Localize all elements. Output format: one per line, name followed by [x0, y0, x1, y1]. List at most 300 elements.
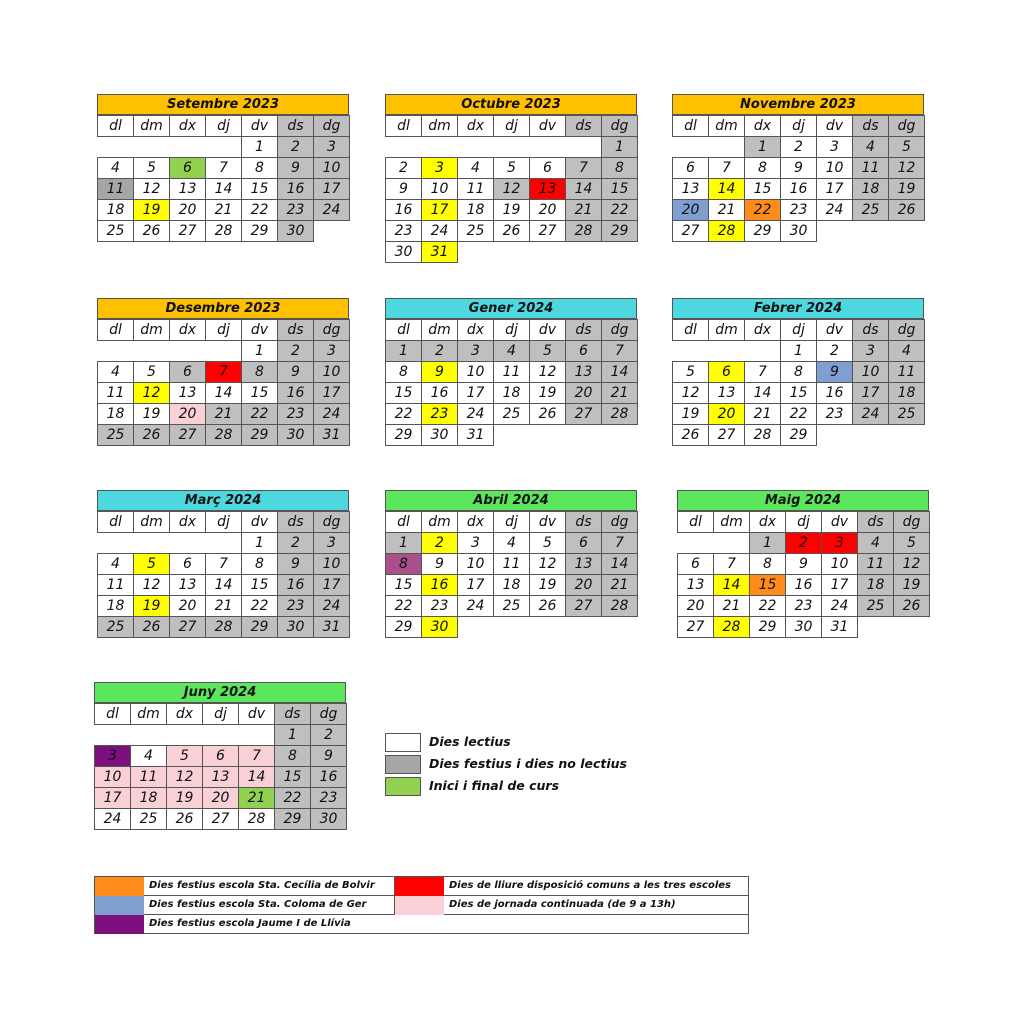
day-cell: 13 [170, 383, 206, 404]
weekday-header: dm [709, 320, 745, 341]
day-cell: 23 [278, 596, 314, 617]
day-cell: 6 [678, 554, 714, 575]
day-cell: 17 [422, 200, 458, 221]
day-cell: 4 [458, 158, 494, 179]
week-row [386, 341, 638, 362]
day-cell: 2 [422, 341, 458, 362]
week-row [98, 617, 350, 638]
day-cell: 10 [853, 362, 889, 383]
school-legend-label: Dies festius escola Sta. Coloma de Ger [149, 899, 367, 910]
day-cell: 27 [170, 221, 206, 242]
day-cell: 23 [422, 596, 458, 617]
day-cell: 21 [602, 383, 638, 404]
school-legend-label: Dies de jornada continuada (de 9 a 13h) [449, 899, 676, 910]
month-title: Novembre 2023 [672, 94, 924, 115]
weekday-header: dx [745, 116, 781, 137]
weekday-header: ds [278, 512, 314, 533]
day-cell: 7 [566, 158, 602, 179]
day-cell: 9 [422, 554, 458, 575]
day-cell: 23 [781, 200, 817, 221]
weekday-header-row [98, 320, 350, 341]
day-cell: 15 [386, 575, 422, 596]
day-cell: 15 [750, 575, 786, 596]
day-cell: 10 [314, 554, 350, 575]
day-cell: 5 [673, 362, 709, 383]
day-cell: 16 [422, 383, 458, 404]
month-grid [672, 319, 925, 446]
day-cell: 30 [278, 617, 314, 638]
day-cell: 30 [422, 617, 458, 638]
day-cell: 10 [458, 362, 494, 383]
day-cell: 8 [602, 158, 638, 179]
weekday-header: dl [678, 512, 714, 533]
day-cell: 6 [203, 746, 239, 767]
day-cell: 1 [386, 533, 422, 554]
day-cell: 30 [386, 242, 422, 263]
day-cell: 12 [134, 383, 170, 404]
weekday-header: dj [203, 704, 239, 725]
day-cell: 24 [853, 404, 889, 425]
day-cell: 28 [206, 221, 242, 242]
empty-cell [853, 221, 889, 242]
day-cell: 23 [817, 404, 853, 425]
day-cell: 4 [889, 341, 925, 362]
empty-cell [134, 341, 170, 362]
day-cell: 25 [494, 404, 530, 425]
day-cell: 23 [386, 221, 422, 242]
day-cell: 29 [781, 425, 817, 446]
empty-cell [530, 137, 566, 158]
day-cell: 18 [98, 404, 134, 425]
day-cell: 22 [781, 404, 817, 425]
weekday-header: ds [566, 512, 602, 533]
empty-cell [206, 533, 242, 554]
day-cell: 27 [170, 425, 206, 446]
day-cell: 11 [131, 767, 167, 788]
weekday-header-row [386, 116, 638, 137]
month-grid [672, 115, 925, 242]
day-cell: 9 [278, 158, 314, 179]
weekday-header: dj [781, 320, 817, 341]
day-cell: 13 [170, 575, 206, 596]
day-cell: 12 [530, 554, 566, 575]
day-cell: 2 [422, 533, 458, 554]
day-cell: 7 [714, 554, 750, 575]
day-cell: 25 [98, 617, 134, 638]
day-cell: 22 [275, 788, 311, 809]
day-cell: 22 [242, 404, 278, 425]
day-cell: 24 [458, 404, 494, 425]
day-cell: 18 [853, 179, 889, 200]
week-row [98, 596, 350, 617]
month-grid [677, 511, 930, 638]
day-cell: 14 [206, 383, 242, 404]
day-cell: 23 [278, 404, 314, 425]
empty-cell [709, 341, 745, 362]
weekday-header-row [98, 116, 350, 137]
empty-cell [386, 137, 422, 158]
week-row [95, 767, 347, 788]
weekday-header: dm [134, 320, 170, 341]
day-cell: 7 [745, 362, 781, 383]
week-row [98, 383, 350, 404]
day-cell: 17 [95, 788, 131, 809]
weekday-header: dx [745, 320, 781, 341]
weekday-header: dm [714, 512, 750, 533]
month-calendar [672, 298, 924, 446]
day-cell: 25 [98, 425, 134, 446]
day-cell: 24 [458, 596, 494, 617]
weekday-header: dl [95, 704, 131, 725]
weekday-header: ds [566, 320, 602, 341]
empty-cell [853, 425, 889, 446]
weekday-header: dg [602, 116, 638, 137]
day-cell: 8 [275, 746, 311, 767]
day-cell: 2 [278, 533, 314, 554]
empty-cell [494, 137, 530, 158]
legend-swatch-start-end [385, 777, 421, 796]
day-cell: 3 [314, 533, 350, 554]
day-cell: 10 [314, 158, 350, 179]
day-cell: 17 [458, 575, 494, 596]
day-cell: 20 [673, 200, 709, 221]
day-cell: 18 [458, 200, 494, 221]
day-cell: 29 [242, 425, 278, 446]
empty-cell [745, 341, 781, 362]
empty-cell [530, 242, 566, 263]
month-title: Gener 2024 [385, 298, 637, 319]
week-row [386, 425, 638, 446]
empty-cell [170, 341, 206, 362]
day-cell: 28 [602, 404, 638, 425]
empty-cell [458, 137, 494, 158]
day-cell: 22 [386, 404, 422, 425]
day-cell: 30 [422, 425, 458, 446]
day-cell: 24 [422, 221, 458, 242]
week-row [386, 221, 638, 242]
weekday-header: dj [206, 320, 242, 341]
weekday-header: dv [530, 512, 566, 533]
empty-cell [566, 425, 602, 446]
day-cell: 9 [311, 746, 347, 767]
legend-label: Dies festius i dies no lectius [429, 756, 627, 771]
day-cell: 30 [278, 425, 314, 446]
weekday-header: dv [242, 512, 278, 533]
weekday-header: dl [98, 116, 134, 137]
day-cell: 17 [314, 575, 350, 596]
empty-cell [203, 725, 239, 746]
weekday-header: dx [170, 116, 206, 137]
month-calendar [385, 94, 637, 263]
week-row [673, 158, 925, 179]
swatch-free-days [395, 877, 444, 896]
day-cell: 13 [530, 179, 566, 200]
day-cell: 26 [530, 596, 566, 617]
day-cell: 13 [566, 362, 602, 383]
month-calendar [385, 298, 637, 446]
day-cell: 29 [242, 617, 278, 638]
day-cell: 14 [566, 179, 602, 200]
day-cell: 18 [494, 575, 530, 596]
day-cell: 16 [817, 383, 853, 404]
empty-cell [566, 137, 602, 158]
week-row [673, 383, 925, 404]
day-cell: 12 [134, 179, 170, 200]
week-row [386, 179, 638, 200]
week-row [386, 362, 638, 383]
day-cell: 1 [275, 725, 311, 746]
day-cell: 14 [602, 554, 638, 575]
day-cell: 11 [494, 554, 530, 575]
day-cell: 3 [458, 341, 494, 362]
weekday-header: dv [242, 116, 278, 137]
swatch-bolvir [95, 877, 144, 896]
weekday-header: dx [458, 320, 494, 341]
day-cell: 7 [206, 362, 242, 383]
weekday-header-row [386, 320, 638, 341]
day-cell: 26 [494, 221, 530, 242]
weekday-header: dv [817, 116, 853, 137]
week-row [98, 404, 350, 425]
day-cell: 4 [98, 158, 134, 179]
week-row [386, 242, 638, 263]
week-row [386, 596, 638, 617]
day-cell: 8 [386, 362, 422, 383]
week-row [95, 725, 347, 746]
weekday-header: dj [494, 116, 530, 137]
empty-cell [98, 341, 134, 362]
day-cell: 6 [170, 554, 206, 575]
day-cell: 16 [386, 200, 422, 221]
day-cell: 29 [242, 221, 278, 242]
month-calendar [677, 490, 929, 638]
day-cell: 17 [314, 179, 350, 200]
week-row [386, 554, 638, 575]
day-cell: 14 [714, 575, 750, 596]
day-cell: 9 [817, 362, 853, 383]
day-cell: 3 [95, 746, 131, 767]
day-cell: 5 [530, 533, 566, 554]
day-cell: 8 [242, 554, 278, 575]
day-cell: 27 [170, 617, 206, 638]
day-cell: 7 [239, 746, 275, 767]
day-cell: 18 [98, 200, 134, 221]
weekday-header: dg [314, 320, 350, 341]
day-cell: 19 [894, 575, 930, 596]
day-cell: 5 [530, 341, 566, 362]
day-cell: 26 [889, 200, 925, 221]
weekday-header: ds [566, 116, 602, 137]
school-legend-label: Dies festius escola Sta. Cecília de Bolvir [149, 880, 375, 891]
day-cell: 8 [750, 554, 786, 575]
day-cell: 9 [781, 158, 817, 179]
day-cell: 8 [745, 158, 781, 179]
weekday-header: dj [494, 512, 530, 533]
day-cell: 14 [709, 179, 745, 200]
day-cell: 15 [242, 179, 278, 200]
school-legend [94, 876, 749, 934]
day-cell: 17 [822, 575, 858, 596]
week-row [386, 137, 638, 158]
weekday-header-row [98, 512, 350, 533]
day-cell: 31 [314, 617, 350, 638]
week-row [386, 200, 638, 221]
day-cell: 13 [673, 179, 709, 200]
day-cell: 20 [170, 404, 206, 425]
day-cell: 25 [853, 200, 889, 221]
day-cell: 21 [709, 200, 745, 221]
week-row [386, 575, 638, 596]
empty-cell [673, 341, 709, 362]
day-cell: 18 [98, 596, 134, 617]
empty-cell [817, 425, 853, 446]
day-cell: 29 [386, 617, 422, 638]
day-cell: 28 [745, 425, 781, 446]
day-cell: 20 [566, 383, 602, 404]
day-cell: 20 [203, 788, 239, 809]
empty-cell [458, 617, 494, 638]
month-title: Juny 2024 [94, 682, 346, 703]
weekday-header: dg [314, 116, 350, 137]
empty-cell [530, 425, 566, 446]
weekday-header-row [673, 116, 925, 137]
month-calendar [97, 490, 349, 638]
month-grid [97, 115, 350, 242]
week-row [386, 533, 638, 554]
empty-cell [678, 533, 714, 554]
weekday-header: dl [98, 512, 134, 533]
day-cell: 14 [745, 383, 781, 404]
day-cell: 8 [242, 158, 278, 179]
day-cell: 10 [458, 554, 494, 575]
week-row [673, 425, 925, 446]
day-cell: 7 [206, 554, 242, 575]
weekday-header: dj [206, 116, 242, 137]
day-cell: 25 [494, 596, 530, 617]
week-row [673, 221, 925, 242]
day-cell: 19 [494, 200, 530, 221]
month-title: Maig 2024 [677, 490, 929, 511]
day-cell: 6 [566, 533, 602, 554]
weekday-header: dx [458, 512, 494, 533]
week-row [673, 362, 925, 383]
empty-cell [95, 725, 131, 746]
day-cell: 6 [530, 158, 566, 179]
day-cell: 5 [889, 137, 925, 158]
day-cell: 16 [311, 767, 347, 788]
day-cell: 12 [494, 179, 530, 200]
week-row [98, 137, 350, 158]
day-cell: 20 [566, 575, 602, 596]
day-cell: 15 [275, 767, 311, 788]
day-cell: 11 [858, 554, 894, 575]
weekday-header: dx [167, 704, 203, 725]
day-cell: 22 [386, 596, 422, 617]
day-cell: 3 [314, 341, 350, 362]
week-row [678, 554, 930, 575]
day-cell: 26 [894, 596, 930, 617]
legend-swatch-holiday [385, 755, 421, 774]
swatch-continuous-day [395, 896, 444, 915]
day-cell: 13 [170, 179, 206, 200]
empty-cell [206, 341, 242, 362]
weekday-header: ds [278, 320, 314, 341]
weekday-header: dg [889, 320, 925, 341]
day-cell: 29 [745, 221, 781, 242]
weekday-header: ds [858, 512, 894, 533]
day-cell: 12 [134, 575, 170, 596]
weekday-header: dl [673, 116, 709, 137]
day-cell: 25 [98, 221, 134, 242]
day-cell: 27 [566, 404, 602, 425]
week-row [678, 617, 930, 638]
day-cell: 24 [822, 596, 858, 617]
day-cell: 5 [494, 158, 530, 179]
day-cell: 12 [889, 158, 925, 179]
day-cell: 19 [530, 383, 566, 404]
day-cell: 9 [422, 362, 458, 383]
day-cell: 16 [422, 575, 458, 596]
weekday-header: dm [134, 116, 170, 137]
day-cell: 6 [170, 158, 206, 179]
day-cell: 12 [530, 362, 566, 383]
day-cell: 30 [311, 809, 347, 830]
day-cell: 17 [458, 383, 494, 404]
empty-cell [714, 533, 750, 554]
day-cell: 5 [894, 533, 930, 554]
day-cell: 9 [786, 554, 822, 575]
day-cell: 19 [530, 575, 566, 596]
month-grid [94, 703, 347, 830]
weekday-header: dg [602, 512, 638, 533]
empty-cell [709, 137, 745, 158]
swatch-llivia [95, 915, 144, 934]
day-cell: 31 [458, 425, 494, 446]
day-cell: 2 [817, 341, 853, 362]
day-cell: 18 [858, 575, 894, 596]
school-legend-label: Dies festius escola Jaume I de Llívia [149, 918, 351, 929]
empty-cell [494, 617, 530, 638]
day-cell: 23 [422, 404, 458, 425]
empty-cell [602, 242, 638, 263]
day-cell: 13 [709, 383, 745, 404]
day-cell: 4 [131, 746, 167, 767]
weekday-header: dv [817, 320, 853, 341]
empty-cell [134, 533, 170, 554]
empty-cell [817, 221, 853, 242]
weekday-header: dg [314, 512, 350, 533]
day-cell: 19 [134, 404, 170, 425]
day-cell: 28 [206, 425, 242, 446]
month-grid [385, 319, 638, 446]
day-cell: 25 [858, 596, 894, 617]
day-cell: 9 [278, 554, 314, 575]
empty-cell [206, 137, 242, 158]
empty-cell [530, 617, 566, 638]
day-cell: 29 [750, 617, 786, 638]
day-cell: 28 [714, 617, 750, 638]
day-cell: 7 [206, 158, 242, 179]
day-cell: 12 [894, 554, 930, 575]
month-title: Abril 2024 [385, 490, 637, 511]
empty-cell [167, 725, 203, 746]
month-calendar [94, 682, 346, 830]
day-cell: 11 [494, 362, 530, 383]
weekday-header: dx [170, 320, 206, 341]
month-title: Setembre 2023 [97, 94, 349, 115]
weekday-header: dv [530, 320, 566, 341]
month-calendar [672, 94, 924, 242]
